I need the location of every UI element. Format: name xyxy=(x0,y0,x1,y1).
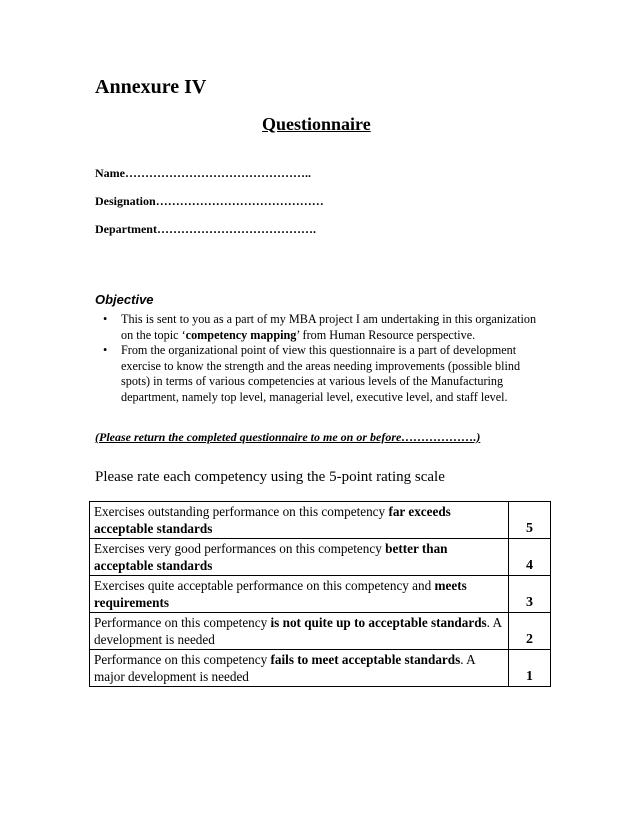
table-row xyxy=(90,613,551,650)
name-field-blank: ……………………………………….. xyxy=(125,166,311,180)
objective-bullet-1-text: This is sent to you as a part of my MBA project I am undertaking in this organization on the topic ‘ xyxy=(121,312,537,342)
rating-emphasis: fails to meet acceptable standards xyxy=(270,652,461,667)
rating-score: 4 xyxy=(509,539,551,576)
rating-emphasis: far exceeds acceptable standards xyxy=(94,504,451,536)
name-field xyxy=(95,166,311,181)
objective-bullet-1-tail: ’ from Human Resource perspective. xyxy=(296,327,476,342)
table-row xyxy=(90,502,551,539)
rating-description xyxy=(90,650,509,687)
name-field-label: Name xyxy=(95,166,125,180)
rating-text: Performance on this competency xyxy=(94,615,271,630)
objective-bullet-1-topic: competency mapping xyxy=(185,327,297,342)
rating-text: Exercises outstanding performance on this competency xyxy=(94,504,389,519)
objective-heading: Objective xyxy=(95,292,154,307)
rating-scale-table xyxy=(89,501,551,687)
rating-score: 5 xyxy=(509,502,551,539)
department-field-blank: …………………………………. xyxy=(156,222,316,236)
rating-score: 2 xyxy=(509,613,551,650)
department-field xyxy=(95,222,316,237)
objective-list xyxy=(100,312,550,405)
rating-emphasis: better than acceptable standards xyxy=(94,541,448,573)
rating-description xyxy=(90,502,509,539)
objective-bullet-2-text: From the organizational point of view this questionnaire is a part of development exercise to know the strength and the areas needing improvements (possible blind spots) in terms of various competencies at various levels of the Manufacturing department, namely top level, managerial level, executive level, and staff level. xyxy=(121,343,521,404)
designation-field-blank: …………………………………… xyxy=(155,194,324,208)
rating-text: Exercises quite acceptable performance on this competency and xyxy=(94,578,435,593)
objective-bullet-2 xyxy=(100,343,550,405)
annexure-heading: Annexure IV xyxy=(95,76,207,98)
rating-text: Performance on this competency xyxy=(94,652,271,667)
department-field-label: Department xyxy=(95,222,157,236)
table-row xyxy=(90,539,551,576)
rating-description xyxy=(90,539,509,576)
rating-score: 3 xyxy=(509,576,551,613)
rating-emphasis: is not quite up to acceptable standards xyxy=(270,615,487,630)
bullet-icon: • xyxy=(103,312,108,326)
designation-field xyxy=(95,194,324,209)
bullet-icon: • xyxy=(103,343,108,357)
objective-bullet-1 xyxy=(100,312,550,343)
questionnaire-title: Questionnaire xyxy=(262,114,371,134)
rate-instruction: Please rate each competency using the 5-point rating scale xyxy=(95,469,445,485)
rating-text: Exercises very good performances on this competency xyxy=(94,541,386,556)
rating-emphasis: meets requirements xyxy=(94,578,467,610)
rating-description xyxy=(90,576,509,613)
rating-score: 1 xyxy=(509,650,551,687)
table-row xyxy=(90,650,551,687)
rating-tail: . A development is needed xyxy=(94,615,502,647)
rating-tail: . A major development is needed xyxy=(94,652,475,684)
return-note: (Please return the completed questionnaire to me on or before……………….) xyxy=(95,430,481,444)
designation-field-label: Designation xyxy=(95,194,156,208)
table-row xyxy=(90,576,551,613)
rating-description xyxy=(90,613,509,650)
